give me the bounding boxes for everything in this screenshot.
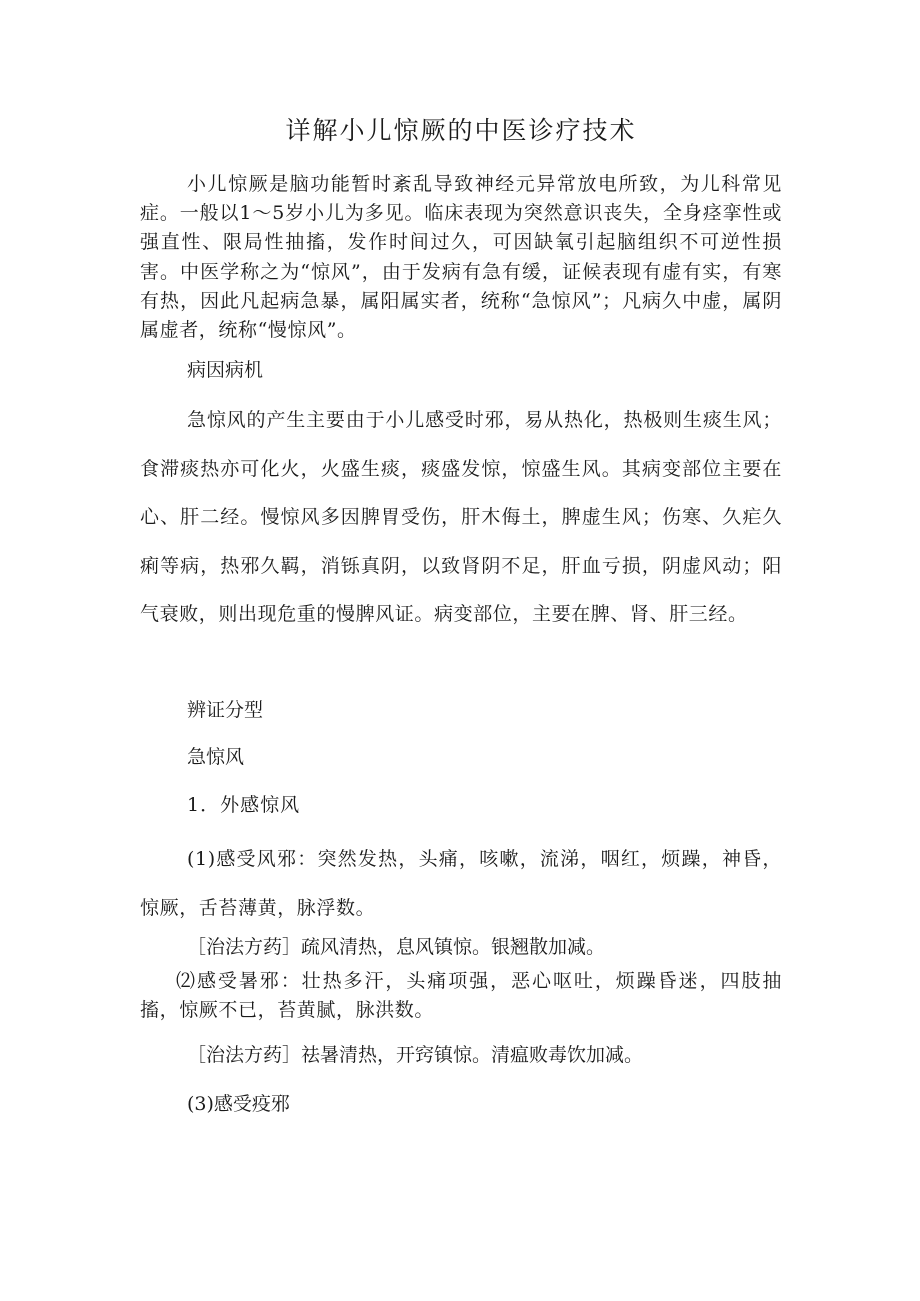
section-heading-diagnosis: 辨证分型 [187,699,264,721]
document-title: 详解小儿惊厥的中医诊疗技术 [285,116,637,145]
summer-heat-paragraph: ⑵感受暑邪：壮热多汗，头痛项强，恶心呕吐，烦躁昏迷，四肢抽搐，惊厥不已，苔黄腻，脉洪数。 [140,970,782,1022]
plague-evil-heading: (3)感受疫邪 [187,1093,290,1115]
subheading-external-convulsion: 1．外感惊风 [187,794,301,816]
summer-treatment-line: ［治法方药］祛暑清热，开窍镇惊。清瘟败毒饮加减。 [187,1044,644,1066]
wind-evil-paragraph: (1)感受风邪：突然发热，头痛，咳嗽，流涕，咽红，烦躁，神昏，惊厥，舌苔薄黄，脉浮数。 [140,848,782,919]
cause-paragraph: 急惊风的产生主要由于小儿感受时邪，易从热化，热极则生痰生风；食滞痰热亦可化火，火盛生痰，痰盛发惊，惊盛生风。其病变部位主要在心、肝二经。慢惊风多因脾胃受伤，肝木侮土，脾虚生风；伤寒、久疟久痢等病，热邪久羁，消铄真阴，以致肾阴不足，肝血亏损，阴虚风动；阳气衰败，则出现危重的慢脾风证。病变部位，主要在脾、肾、肝三经。 [140,409,782,626]
wind-treatment-line: ［治法方药］疏风清热，息风镇惊。银翘散加减。 [187,936,606,958]
intro-paragraph: 小儿惊厥是脑功能暂时紊乱导致神经元异常放电所致，为儿科常见症。一般以1～5岁小儿为多见。临床表现为突然意识丧失，全身痉挛性或强直性、限局性抽搐，发作时间过久，可因缺氧引起脑组织不可逆性损害。中医学称之为“惊风”，由于发病有急有缓，证候表现有虚有实，有寒有热，因此凡起病急暴，属阳属实者，统称“急惊风”；凡病久中虚，属阴属虚者，统称“慢惊风”。 [140,173,782,342]
section-heading-cause: 病因病机 [187,359,264,381]
subheading-acute-convulsion: 急惊风 [187,746,245,768]
